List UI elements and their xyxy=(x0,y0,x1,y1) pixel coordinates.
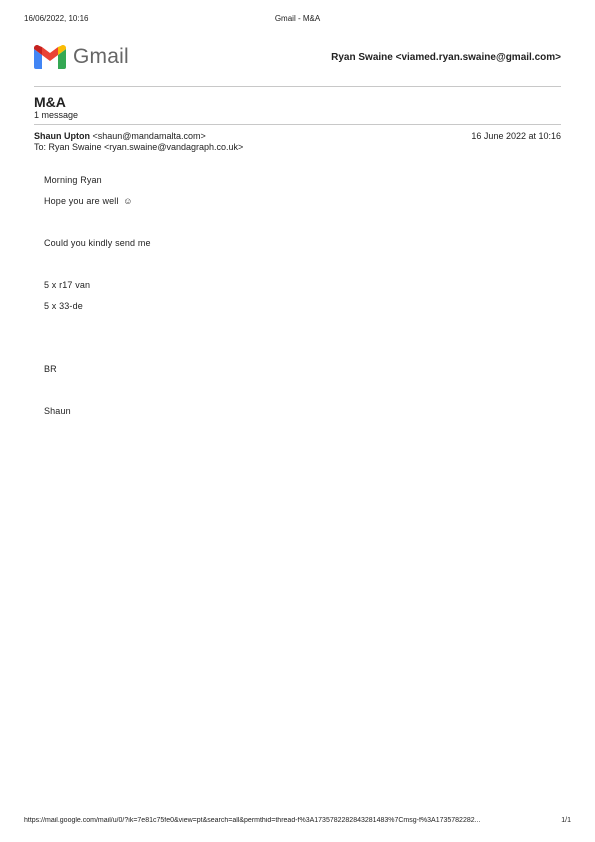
sender-line xyxy=(34,131,206,141)
gmail-brand xyxy=(34,44,129,70)
body-line: Could you kindly send me xyxy=(44,238,151,248)
divider xyxy=(34,86,561,87)
signature: Shaun xyxy=(44,406,71,416)
body-line xyxy=(44,196,133,206)
print-datetime: 16/06/2022, 10:16 xyxy=(24,14,89,23)
thread-subject: M&A xyxy=(34,94,66,110)
body-line: 5 x r17 van xyxy=(44,280,91,290)
smiley-icon: ☺ xyxy=(123,196,133,206)
sent-timestamp: 16 June 2022 at 10:16 xyxy=(471,131,561,141)
body-line: Morning Ryan xyxy=(44,175,102,185)
sender-name: Shaun Upton xyxy=(34,131,90,141)
body-line: BR xyxy=(44,364,57,374)
divider xyxy=(34,124,561,125)
body-line-text: Hope you are well xyxy=(44,196,119,206)
gmail-wordmark: Gmail xyxy=(73,45,129,68)
page-number: 1/1 xyxy=(561,817,571,824)
print-footer xyxy=(24,817,571,829)
print-header xyxy=(24,14,571,26)
print-page-title: Gmail - M&A xyxy=(274,14,321,23)
recipient-line: To: Ryan Swaine <ryan.swaine@vandagraph.co.uk> xyxy=(34,142,244,152)
sender-email: <shaun@mandamalta.com> xyxy=(92,131,206,141)
gmail-logo-icon xyxy=(34,45,66,69)
message-count: 1 message xyxy=(34,110,79,120)
print-url: https://mail.google.com/mail/u/0/?ik=7e81c75fe0&view=pt&search=all&permthid=thread-f%3A1735782282843281483%7Cmsg-f%3A1735782282... xyxy=(24,817,481,824)
account-identity: Ryan Swaine <viamed.ryan.swaine@gmail.com> xyxy=(331,52,561,63)
body-line: 5 x 33-de xyxy=(44,301,83,311)
